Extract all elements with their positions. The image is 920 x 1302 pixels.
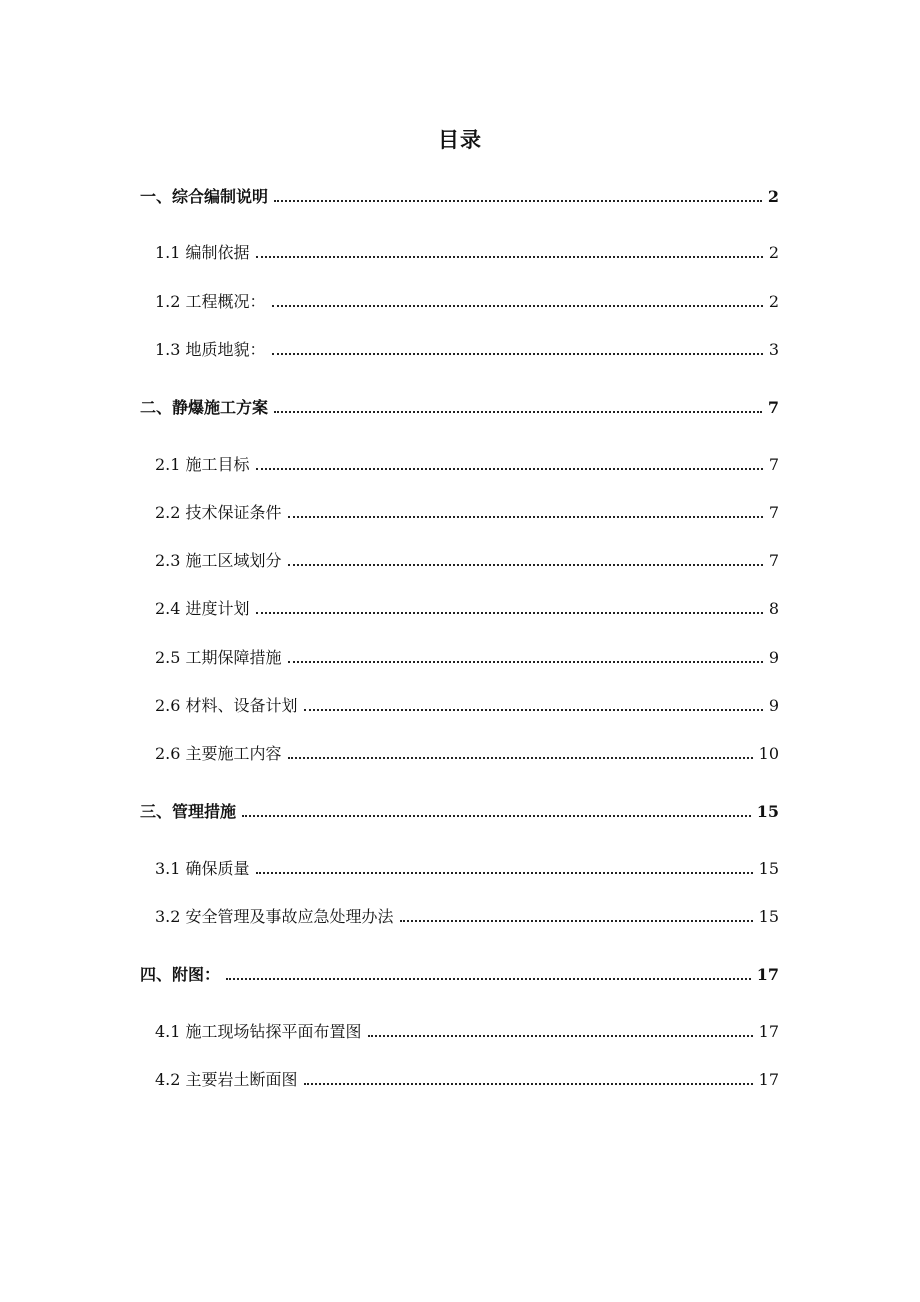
toc-entry-section-1[interactable] [140,185,779,209]
toc-dot-leader [274,199,762,202]
toc-page-number: 2 [768,292,779,311]
toc-page-number: 15 [758,907,779,926]
toc-entry-4-1[interactable] [155,1020,779,1044]
toc-dot-leader [272,304,763,307]
toc-entry-label: 4.2 主要岩土断面图 [155,1070,298,1089]
toc-entry-3-2[interactable] [155,905,779,929]
toc-page-number: 9 [768,648,779,667]
toc-entry-label: 4.1 施工现场钻探平面布置图 [155,1022,362,1041]
toc-entry-2-1[interactable] [155,453,779,477]
toc-entry-section-3[interactable] [140,800,779,824]
toc-entry-3-1[interactable] [155,857,779,881]
toc-entry-1-3[interactable] [155,338,779,362]
toc-dot-leader [256,611,763,614]
toc-dot-leader [304,708,763,711]
toc-dot-leader [242,814,751,817]
toc-entry-section-4[interactable] [140,963,779,987]
toc-entry-label: 二、静爆施工方案 [140,398,269,417]
toc-entry-label: 2.6 主要施工内容 [155,744,282,763]
toc-dot-leader [288,563,763,566]
toc-dot-leader [256,467,763,470]
toc-dot-leader [288,660,763,663]
toc-entry-2-2[interactable] [155,501,779,525]
toc-title: 目录 [438,128,482,152]
toc-dot-leader [288,515,763,518]
toc-page-number: 7 [768,455,779,474]
toc-entry-2-3[interactable] [155,549,779,573]
toc-entry-label: 2.3 施工区域划分 [155,551,282,570]
toc-dot-leader [274,410,762,413]
toc-dot-leader [288,756,753,759]
toc-entry-label: 3.1 确保质量 [155,859,250,878]
toc-page-number: 17 [758,1070,779,1089]
toc-page-number: 8 [768,599,779,618]
toc-dot-leader [368,1034,753,1037]
toc-dot-leader [272,352,763,355]
toc-dot-leader [304,1082,753,1085]
toc-entry-2-5[interactable] [155,646,779,670]
toc-page-number: 7 [767,398,779,417]
toc-entry-label: 一、综合编制说明 [140,187,269,206]
toc-entry-1-2[interactable] [155,290,779,314]
toc-page-number: 2 [767,187,779,206]
toc-page-number: 7 [768,551,779,570]
toc-dot-leader [256,255,763,258]
toc-entry-1-1[interactable] [155,241,779,265]
toc-entry-label: 2.6 材料、设备计划 [155,696,298,715]
toc-page-number: 10 [758,744,779,763]
toc-page-number: 9 [768,696,779,715]
toc-dot-leader [400,919,753,922]
toc-entry-label: 2.1 施工目标 [155,455,250,474]
toc-entry-label: 2.4 进度计划 [155,599,250,618]
toc-entry-label: 1.1 编制依据 [155,243,250,262]
toc-page-number: 7 [768,503,779,522]
toc-page-number: 17 [756,965,779,984]
toc-entry-label: 3.2 安全管理及事故应急处理办法 [155,907,394,926]
toc-entry-2-6a[interactable] [155,694,779,718]
toc-entry-label: 1.3 地质地貌： [155,340,266,359]
toc-entry-label: 2.5 工期保障措施 [155,648,282,667]
toc-entry-label: 四、附图： [140,965,221,984]
toc-entry-4-2[interactable] [155,1068,779,1092]
toc-dot-leader [256,871,753,874]
toc-page-number: 2 [768,243,779,262]
toc-page-number: 17 [758,1022,779,1041]
toc-page-number: 15 [758,859,779,878]
toc-entry-2-4[interactable] [155,597,779,621]
toc-entry-label: 2.2 技术保证条件 [155,503,282,522]
toc-entry-label: 1.2 工程概况： [155,292,266,311]
toc-entry-2-6b[interactable] [155,742,779,766]
toc-page-number: 15 [756,802,779,821]
toc-page-number: 3 [768,340,779,359]
toc-entry-label: 三、管理措施 [140,802,237,821]
toc-entry-section-2[interactable] [140,396,779,420]
toc-dot-leader [226,977,751,980]
